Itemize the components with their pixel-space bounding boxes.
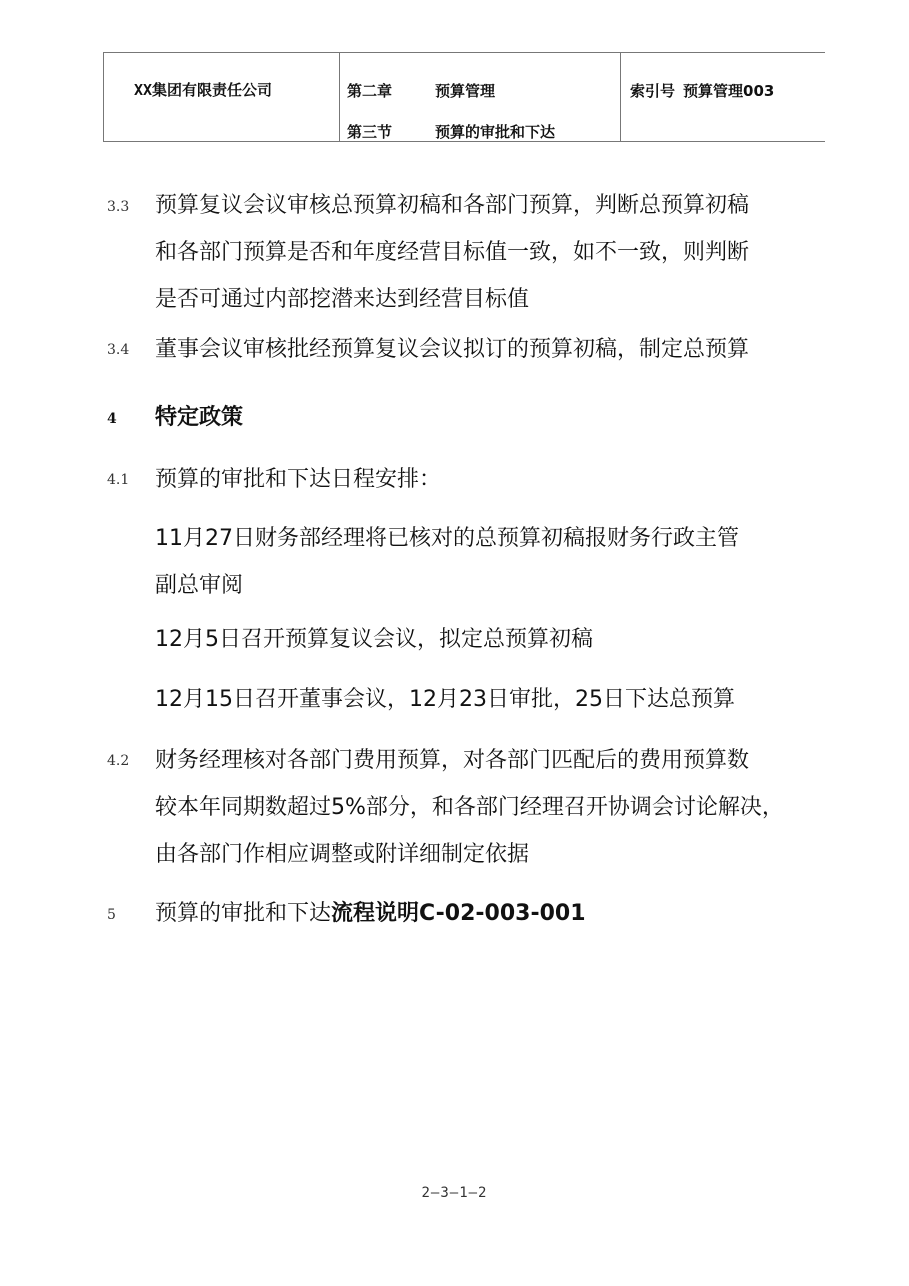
section-label: 第三节: [347, 123, 393, 141]
clause-4-1-text: 预算的审批和下达日程安排：: [155, 467, 442, 492]
schedule-item-2: 12月5日召开预算复议会议，拟定总预算初稿: [155, 627, 593, 652]
clause-number-4-1: 4.1: [107, 472, 130, 488]
clause-3-4-text: 董事会议审核批经预算复议会议拟订的预算初稿，制定总预算: [155, 337, 750, 362]
header-chapter-cell: [340, 53, 621, 142]
clause-number-4-2: 4.2: [107, 753, 130, 769]
section-5-text-normal: 预算的审批和下达: [155, 901, 332, 926]
clause-4-2-line-1: 财务经理核对各部门费用预算，对各部门匹配后的费用预算数: [155, 748, 750, 773]
clause-4-2-line-3: 由各部门作相应调整或附详细制定依据: [155, 842, 530, 867]
chapter-line: [340, 80, 620, 100]
schedule-item-3: 12月15日召开董事会议，12月23日审批，25日下达总预算: [155, 687, 735, 712]
page-number: 2—3—1—2: [421, 1185, 488, 1201]
schedule-item-1-line-1: 11月27日财务部经理将已核对的总预算初稿报财务行政主管: [155, 526, 739, 551]
section-line: [340, 121, 620, 141]
clause-number-3-4: 3.4: [107, 342, 130, 358]
chapter-title: 预算管理: [435, 82, 496, 100]
header-index-cell: [621, 53, 826, 142]
index-line: [630, 80, 825, 101]
section-5-flow-reference: 流程说明C-02-003-001: [331, 901, 586, 926]
section-5-text: [155, 890, 835, 937]
schedule-item-1-line-2: 副总审阅: [155, 573, 244, 598]
section-4-heading: 特定政策: [155, 405, 244, 430]
clause-3-3-text: [155, 182, 835, 323]
section-title: 预算的审批和下达: [435, 123, 556, 141]
header-table: [103, 52, 825, 142]
clause-3-3-line-1: 预算复议会议审核总预算初稿和各部门预算，判断总预算初稿: [155, 193, 750, 218]
section-number-5: 5: [107, 907, 116, 923]
clause-3-3-line-3: 是否可通过内部挖潜来达到经营目标值: [155, 287, 530, 312]
clause-3-3-line-2: 和各部门预算是否和年度经营目标值一致，如不一致，则判断: [155, 240, 750, 265]
clause-number-3-3: 3.3: [107, 199, 130, 215]
company-name: XX集团有限责任公司: [134, 81, 273, 99]
chapter-label: 第二章: [347, 82, 393, 100]
clause-4-2-text: [155, 737, 835, 878]
clause-4-2-line-2: 较本年同期数超过5%部分，和各部门经理召开协调会讨论解决，: [155, 795, 784, 820]
section-number-4: 4: [107, 411, 117, 427]
index-value: 预算管理003: [683, 82, 775, 100]
index-label: 索引号: [630, 82, 676, 100]
header-company-cell: [104, 53, 340, 142]
schedule-item-1: [155, 515, 835, 609]
